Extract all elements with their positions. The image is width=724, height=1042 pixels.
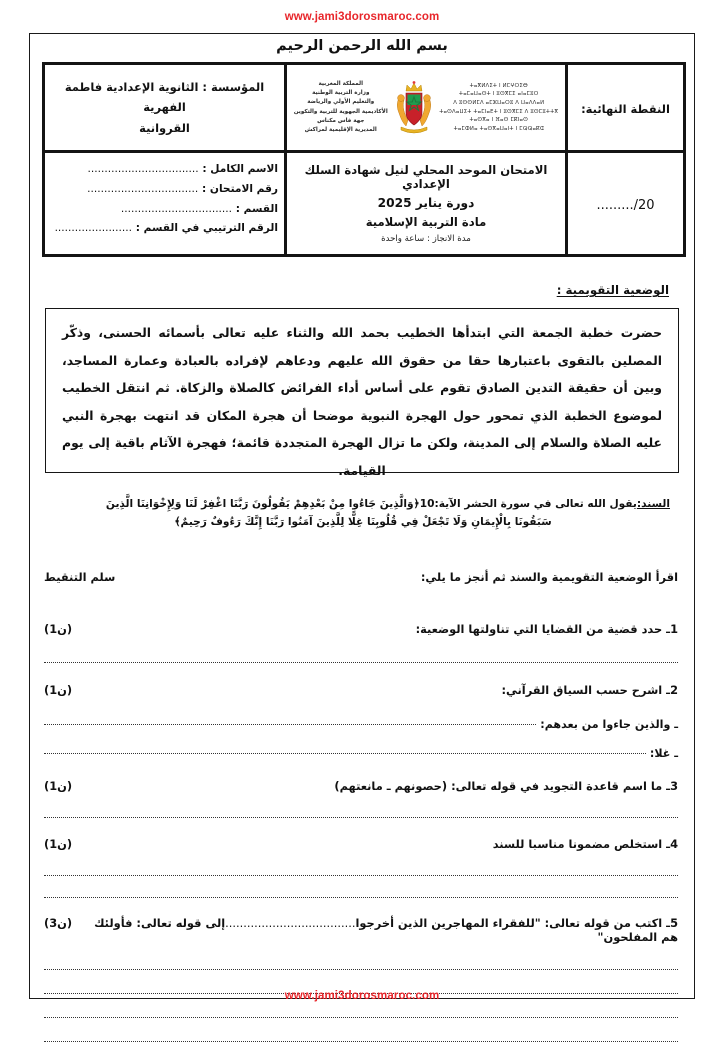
exam-subject: مادة التربية الإسلامية bbox=[365, 215, 487, 229]
sanad-intro: يقول الله تعالى في سورة الحشر الآية:10 bbox=[419, 498, 637, 510]
question-3-mark: (1ن) bbox=[44, 779, 73, 793]
field-full-name-label: الاسم الكامل : bbox=[202, 164, 278, 175]
school-name-line-1: المؤسسة : الثانوية الإعدادية فاطمة الفهرية bbox=[64, 80, 265, 115]
sanad-verse-line-1: ﴿وَالَّذِينَ جَاءُوا مِنْ بَعْدِهِمْ يَقُولُونَ رَبَّنَا اغْفِرْ لَنَا وَلِإِخْوَانِنَا الَّذِينَ bbox=[105, 498, 420, 510]
field-exam-number-label: رقم الامتحان : bbox=[201, 183, 278, 195]
answer-line[interactable] bbox=[44, 875, 678, 876]
field-class[interactable] bbox=[51, 204, 278, 215]
answer-line[interactable] bbox=[44, 724, 536, 725]
header-table-row-bottom bbox=[44, 152, 685, 256]
top-watermark: www.jami3dorosmaroc.com bbox=[284, 11, 440, 23]
question-5-blank[interactable]: .................................... bbox=[225, 916, 356, 930]
question-5 bbox=[44, 916, 678, 944]
question-3 bbox=[44, 779, 678, 793]
question-5-text bbox=[80, 916, 678, 944]
note-over-20-cell[interactable] bbox=[567, 152, 685, 256]
question-4-mark: (1ن) bbox=[44, 837, 73, 851]
question-5-mark: (3ن) bbox=[44, 916, 73, 930]
question-2-subitem-1 bbox=[44, 718, 678, 731]
answer-line[interactable] bbox=[44, 897, 678, 898]
tifinagh-ministry-text: ⵜⴰⴳⵍⴷⵉⵜ ⵏ ⵍⵎⵖⵔⵉⴱ ⵜⴰⵎⴰⵡⴰⵙⵜ ⵏ ⵓⵙⴳⵎⵉ ⴰⵏⴰⵎⵓⵔ ⴷ ⵓⵙⵙⵍⵎⴷ ⴰⵎⵣⵡⴰⵔⵓ ⴷ ⵡⴰⴷⴷⴰⵍ ⵜⴰⵙⴷⴰⵡⵉⵜ ⵜⴰⵎⵏⴰⴹⵜ ⵏ ⵓⵙⴳⵎⵉ ⴷ ⵓⵙⵎⵓⵜⵜⴳ ⵜⴰⵙⴳⴰ ⵏ ⴼⴰⵙ ⵎⴽⵏⴰⵙ ⵜⴰⵎⵀⵍⴰ ⵜⴰⵙⴳⴰⵡⴰⵏⵜ ⵏ ⵎⵕⵕⴰⴽⵛ bbox=[439, 82, 559, 132]
instructions-text: اقرأ الوضعية التقويمية والسند ثم أنجز ما يلي: bbox=[420, 570, 678, 584]
question-2-subitem-2 bbox=[44, 747, 678, 760]
ministry-logo-cell bbox=[286, 64, 567, 152]
situation-text: حضرت خطبة الجمعة التي ابتدأها الخطيب بحمد الله والثناء عليه تعالى بأسمائه الحسنى، وذكّر المصلين بالتقوى باعتبارها حقا من حقوق الله عليهم ودعاهم لإفراده بالعبادة وعمارة المساجد، وبين أن حقيقة التدين الصادق تقوم على أساس أداء الفرائض كالصلاة والزكاة. ثم انتقل الخطيب لموضوع الخطبة الذي تمحور حول الهجرة النبوية موضحا أن هجرة المكان قد انتهت بهجرة النبي عليه الصلاة والسلام إلى المدينة، ولكن ما تزال الهجرة المتجددة قائمة؛ فهجرة الآثام باقية إلى يوم القيامة. bbox=[62, 325, 662, 478]
field-exam-number[interactable] bbox=[51, 184, 278, 195]
questions-area bbox=[44, 596, 678, 1042]
question-1-mark: (1ن) bbox=[44, 622, 73, 636]
exam-info-cell bbox=[286, 152, 567, 256]
field-exam-number-input[interactable]: ................................. bbox=[87, 183, 199, 195]
bottom-watermark: www.jami3dorosmaroc.com bbox=[284, 990, 440, 1002]
sanad-line-1 bbox=[56, 497, 670, 512]
field-rank-in-class[interactable] bbox=[51, 223, 278, 234]
field-rank-in-class-label: الرقم الترتيبي في القسم : bbox=[135, 223, 278, 234]
sanad-section bbox=[56, 497, 670, 531]
question-2-text: 2ـ اشرح حسب السياق القرآني: bbox=[501, 683, 678, 697]
field-rank-in-class-input[interactable]: ....................... bbox=[54, 223, 133, 234]
exam-title: الامتحان الموحد المحلي لنيل شهادة السلك الإعدادي bbox=[304, 163, 548, 191]
answer-line[interactable] bbox=[44, 662, 678, 663]
situation-box bbox=[45, 308, 679, 478]
basmala-heading: بسم الله الرحمن الرحيم bbox=[276, 38, 448, 54]
question-2 bbox=[44, 683, 678, 697]
question-3-text: 3ـ ما اسم قاعدة التجويد في قوله تعالى: (حصونهم ـ مانعتهم) bbox=[334, 779, 678, 793]
scoring-scale-header: سلم التنقيط bbox=[44, 570, 116, 584]
note-over-20-value: ........./20 bbox=[596, 198, 655, 213]
exam-session: دورة يناير 2025 bbox=[377, 196, 475, 210]
school-name-line-2: القروانية bbox=[139, 120, 190, 135]
school-name-cell bbox=[44, 64, 286, 152]
question-1-text: 1ـ حدد قضية من القضايا التي تناولتها الوضعية: bbox=[415, 622, 678, 636]
question-2-mark: (1ن) bbox=[44, 683, 73, 697]
field-class-label: القسم : bbox=[235, 203, 278, 215]
field-class-input[interactable]: ................................. bbox=[120, 203, 233, 215]
answer-line[interactable] bbox=[44, 753, 646, 754]
answer-line[interactable] bbox=[44, 817, 678, 818]
question-5-text-suffix: إلى قوله تعالى: فأولئك هم المفلحون" bbox=[94, 916, 678, 944]
question-4-text: 4ـ استخلص مضمونا مناسبا للسند bbox=[492, 837, 678, 851]
instructions-row bbox=[44, 570, 678, 584]
question-2-subitem-2-label: ـ غلا: bbox=[649, 747, 678, 760]
question-1 bbox=[44, 622, 678, 636]
situation-title: الوضعية التقويمية : bbox=[556, 283, 669, 297]
final-note-cell bbox=[567, 64, 685, 152]
exam-header-table bbox=[42, 62, 686, 257]
field-full-name-input[interactable]: ................................. bbox=[87, 164, 199, 175]
exam-duration: مدة الانجاز : ساعة واحدة bbox=[381, 234, 471, 244]
question-5-text-prefix: 5ـ اكتب من قوله تعالى: "للفقراء المهاجرين الذين أخرجوا bbox=[355, 916, 678, 930]
student-identity-cell[interactable] bbox=[44, 152, 286, 256]
sanad-verse-line-2: سَبَقُونَا بِالْإِيمَانِ وَلَا تَجْعَلْ فِي قُلُوبِنَا غِلًّا لِلَّذِينَ آمَنُوا رَبَّنَا إِنَّكَ رَءُوفٌ رَحِيمٌ﴾ bbox=[174, 516, 552, 529]
sanad-label: السند: bbox=[636, 498, 670, 510]
answer-line[interactable] bbox=[44, 969, 678, 970]
morocco-coat-of-arms-icon bbox=[391, 80, 437, 136]
ministry-arabic-text: المملكة المغربية وزارة التربية الوطنية والتعليم الأولي والرياضة الأكاديمية الجهوية للتربية والتكوين جهة فاس مكناس المديرية الإقليمية لمراكش bbox=[293, 81, 388, 133]
question-2-subitem-1-label: ـ والذين جاءوا من بعدهم: bbox=[540, 718, 678, 731]
question-4 bbox=[44, 837, 678, 851]
header-table-row-top bbox=[44, 64, 685, 152]
answer-line[interactable] bbox=[44, 1017, 678, 1018]
field-full-name[interactable] bbox=[51, 164, 278, 175]
final-note-label: النقطة النهائية: bbox=[581, 102, 670, 116]
